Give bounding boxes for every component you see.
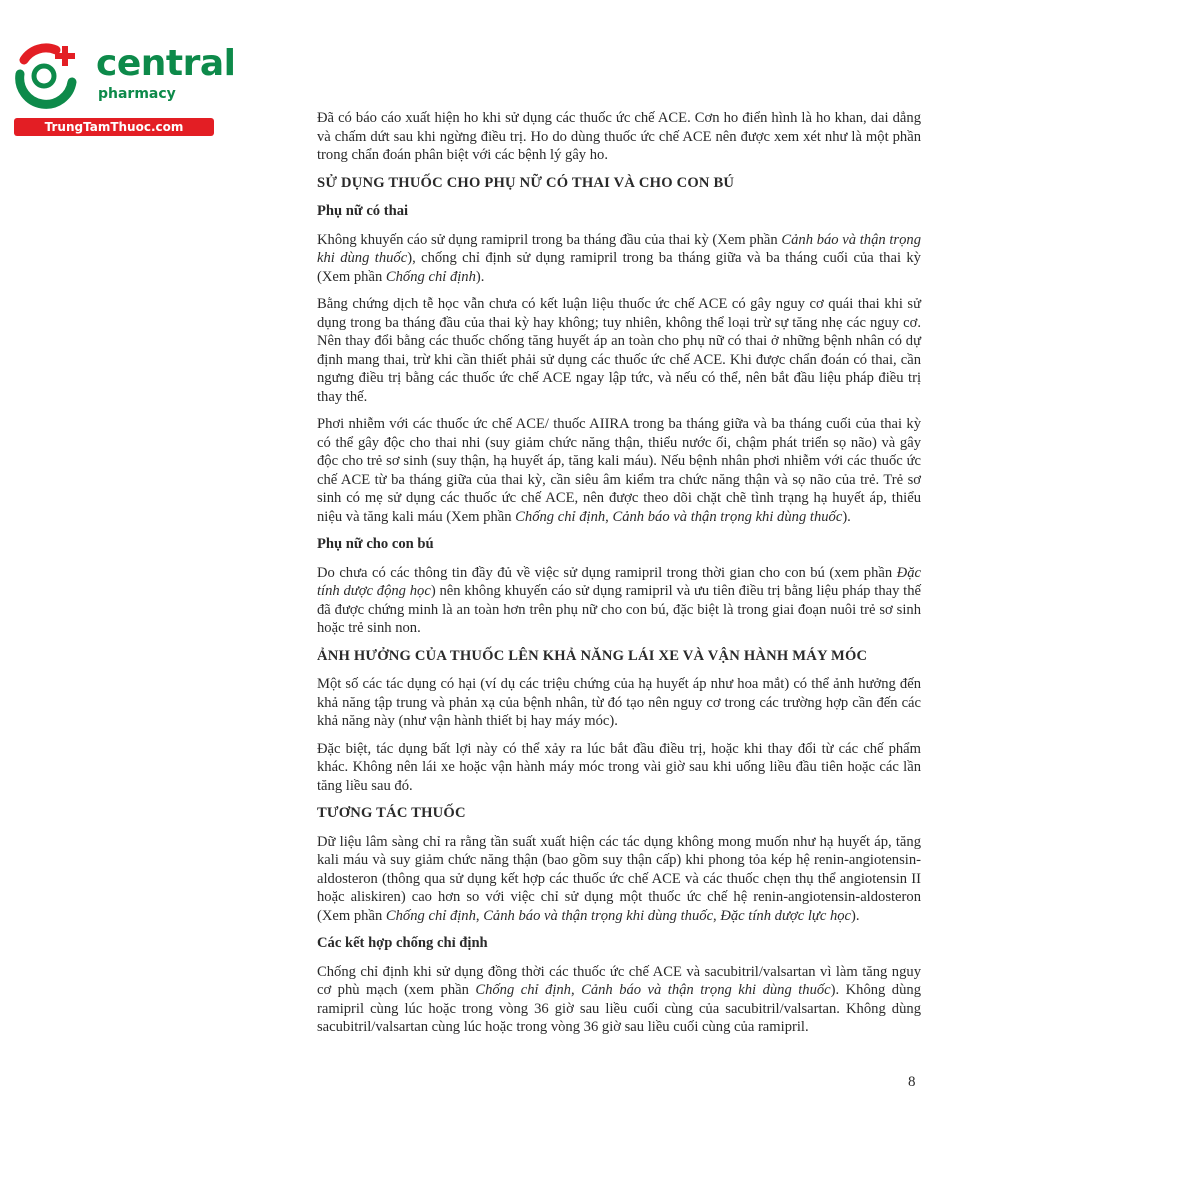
subheading-pregnant-women: Phụ nữ có thai bbox=[317, 203, 409, 219]
section-heading-interactions: TƯƠNG TÁC THUỐC bbox=[317, 805, 466, 821]
brand-logo bbox=[10, 38, 236, 138]
paragraph-pregnancy-1: Không khuyến cáo sử dụng ramipril trong ba tháng đầu của thai kỳ (Xem phần Cảnh báo và thận trọng khi dùng thuốc), chống chỉ định sử dụng ramipril trong ba tháng giữa và ba tháng cuối của thai kỳ (Xem phần Chống chỉ định). bbox=[317, 231, 922, 285]
paragraph-interactions: Dữ liệu lâm sàng chỉ ra rằng tần suất xuất hiện các tác dụng không mong muốn như hạ huyết áp, tăng kali máu và suy giảm chức năng thận (bao gồm suy thận cấp) khi phong tỏa kép hệ renin-angiotensin-aldosteron (thông qua sử dụng kết hợp các thuốc ức chế ACE và các thuốc chẹn thụ thể angiotensin II hoặc aliskiren) cao hơn so với việc chỉ sử dụng một thuốc ức chế hệ renin-angiotensin-aldosteron (Xem phần Chống chỉ định, Cảnh báo và thận trọng khi dùng thuốc, Đặc tính dược lực học). bbox=[317, 833, 921, 924]
brand-subtitle: pharmacy bbox=[98, 86, 176, 102]
paragraph-breastfeeding: Do chưa có các thông tin đầy đủ về việc sử dụng ramipril trong thời gian cho con bú (xem phần Đặc tính dược động học) nên không khuyến cáo sử dụng ramipril và ưu tiên điều trị bằng liệu pháp thay thế đã được chứng minh là an toàn hơn trên phụ nữ cho con bú, đặc biệt là trong giai đoạn nuôi trẻ sơ sinh hoặc trẻ sinh non. bbox=[317, 564, 921, 636]
paragraph-contraindicated: Chống chỉ định khi sử dụng đồng thời các thuốc ức chế ACE và sacubitril/valsartan vì làm tăng nguy cơ phù mạch (xem phần Chống chỉ định, Cảnh báo và thận trọng khi dùng thuốc). Không dùng ramipril cùng lúc hoặc trong vòng 36 giờ sau liều cuối cùng của sacubitril/valsartan. Không dùng sacubitril/valsartan cùng lúc hoặc trong vòng 36 giờ sau liều cuối cùng của ramipril. bbox=[317, 963, 921, 1035]
pharmacy-cross-logo-icon bbox=[10, 38, 82, 110]
paragraph-pregnancy-3: Phơi nhiễm với các thuốc ức chế ACE/ thuốc AIIRA trong ba tháng giữa và ba tháng cuối của thai kỳ có thể gây độc cho thai nhi (suy giảm chức năng thận, thiểu nước ối, chậm phát triển sọ não) và gây độc cho trẻ sơ sinh (suy thận, hạ huyết áp, tăng kali máu). Nếu bệnh nhân phơi nhiễm với các thuốc ức chế ACE từ ba tháng giữa của thai kỳ, cần siêu âm kiểm tra chức năng thận và sọ não của trẻ. Trẻ sơ sinh có mẹ sử dụng các thuốc ức chế ACE, nên được theo dõi chặt chẽ tình trạng hạ huyết áp, thiểu niệu và tăng kali máu (Xem phần Chống chỉ định, Cảnh báo và thận trọng khi dùng thuốc). bbox=[317, 416, 921, 525]
subheading-breastfeeding: Phụ nữ cho con bú bbox=[317, 536, 434, 552]
section-heading-pregnancy: SỬ DỤNG THUỐC CHO PHỤ NỮ CÓ THAI VÀ CHO CON BÚ bbox=[317, 174, 735, 191]
paragraph-pregnancy-2: Bằng chứng dịch tễ học vẫn chưa có kết luận liệu thuốc ức chế ACE có gây nguy cơ quái thai khi sử dụng trong ba tháng đầu của thai kỳ hay không; tuy nhiên, không thể loại trừ sự tăng nhẹ các nguy cơ. Nên thay đổi bằng các thuốc chống tăng huyết áp an toàn cho phụ nữ có thai ở những bệnh nhân có dự định mang thai, trừ khi cần thiết phải sử dụng các thuốc ức chế ACE. Khi được chẩn đoán có thai, cần ngưng điều trị bằng các thuốc ức chế ACE ngay lập tức, và nếu có thể, nên bắt đầu liệu pháp điều trị thay thế. bbox=[317, 296, 921, 405]
page-number: 8 bbox=[908, 1074, 916, 1090]
section-heading-driving: ẢNH HƯỞNG CỦA THUỐC LÊN KHẢ NĂNG LÁI XE VÀ VẬN HÀNH MÁY MÓC bbox=[317, 647, 868, 664]
brand-name: central bbox=[96, 43, 236, 84]
subheading-contraindicated-combinations: Các kết hợp chống chỉ định bbox=[317, 935, 488, 951]
paragraph-cough: Đã có báo cáo xuất hiện ho khi sử dụng các thuốc ức chế ACE. Cơn ho điển hình là ho khan, dai dẳng và chấm dứt sau khi ngừng điều trị. Ho do dùng thuốc ức chế ACE nên được xem xét như là một phần trong chẩn đoán phân biệt với các bệnh lý gây ho. bbox=[317, 110, 921, 163]
paragraph-driving-1: Một số các tác dụng có hại (ví dụ các triệu chứng của hạ huyết áp như hoa mắt) có thể ảnh hưởng đến khả năng tập trung và phản xạ của bệnh nhân, từ đó tạo nên nguy cơ trong các trường hợp cần đến các khả năng này (như vận hành thiết bị hay máy móc). bbox=[317, 676, 921, 729]
document-body bbox=[317, 109, 921, 1046]
paragraph-driving-2: Đặc biệt, tác dụng bất lợi này có thể xảy ra lúc bắt đầu điều trị, hoặc khi thay đổi từ các chế phẩm khác. Không nên lái xe hoặc vận hành máy móc trong vài giờ sau khi uống liều đầu tiên hoặc các lần tăng liều sau đó. bbox=[317, 740, 921, 794]
brand-url-badge[interactable]: TrungTamThuoc.com bbox=[14, 118, 214, 136]
